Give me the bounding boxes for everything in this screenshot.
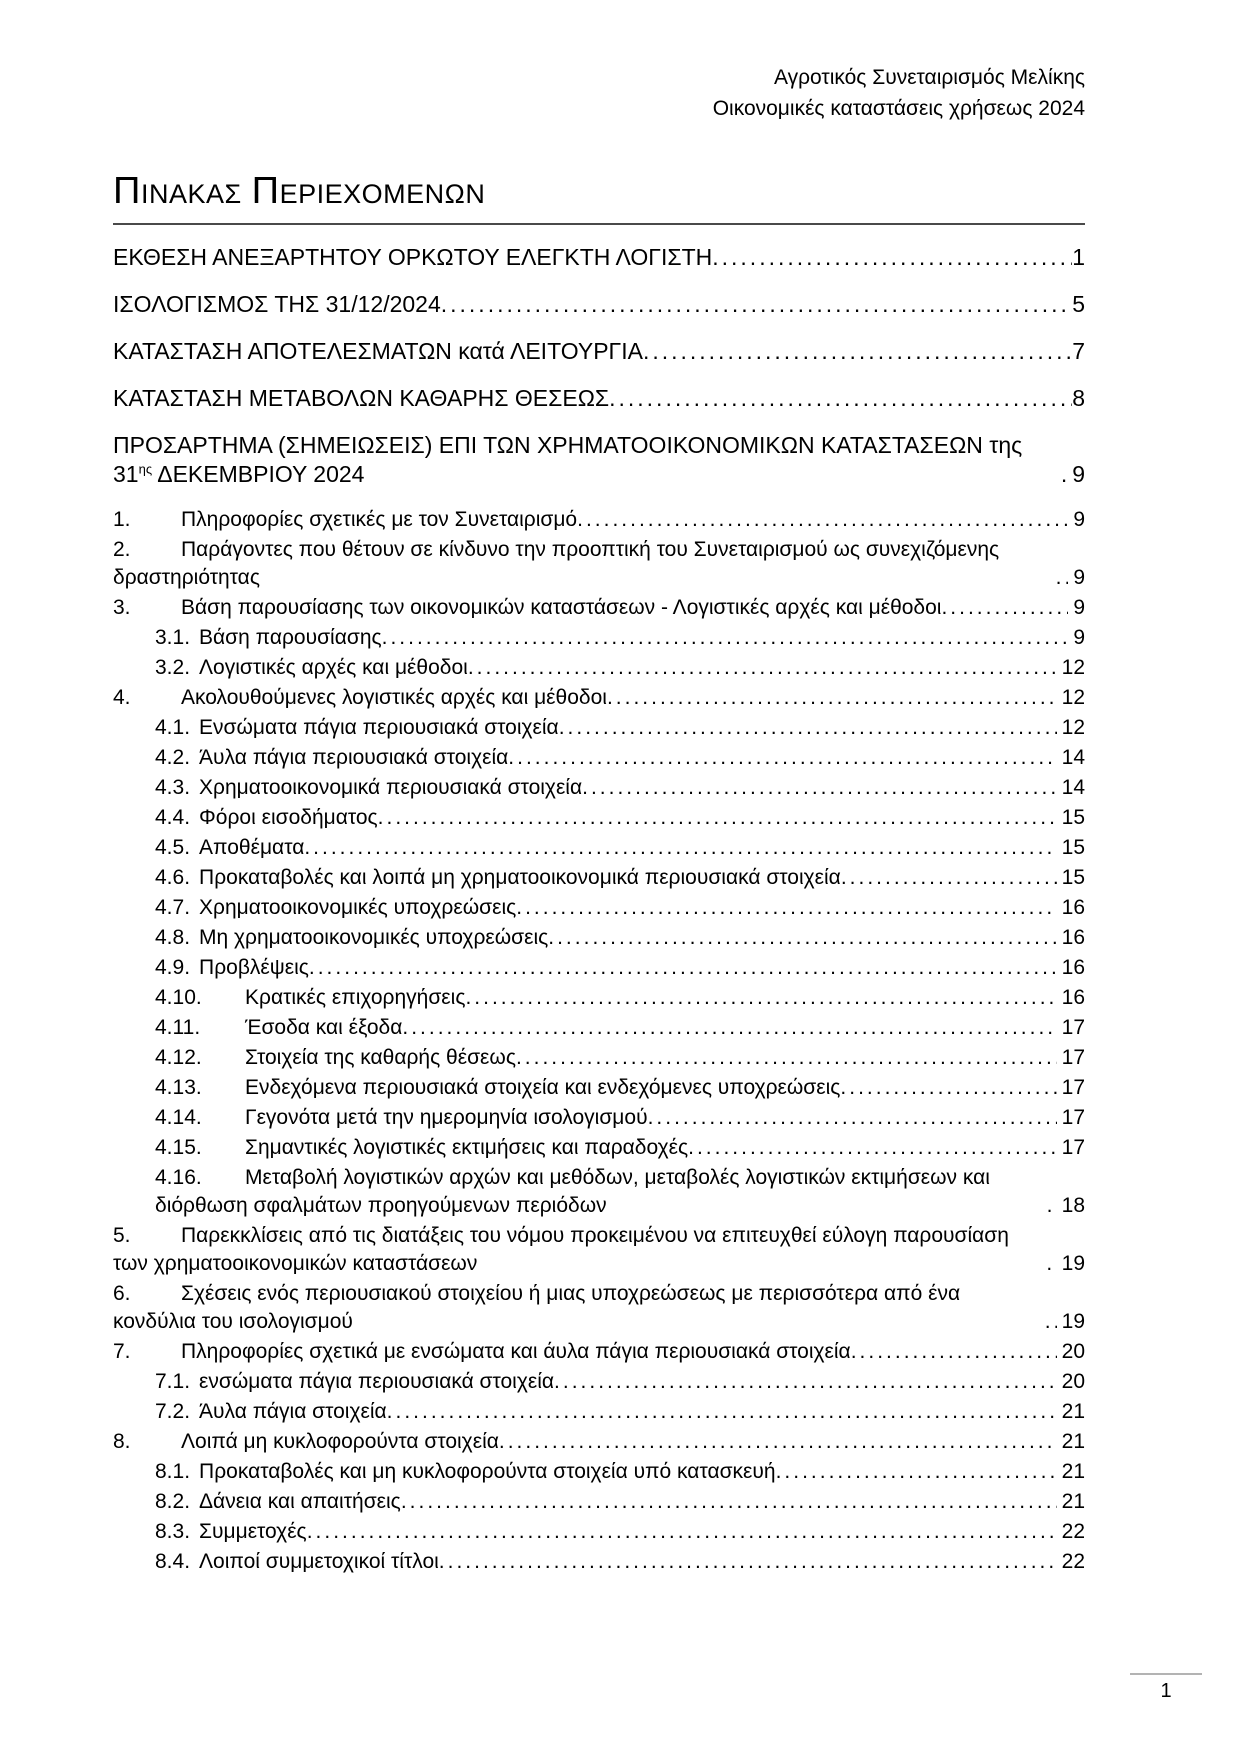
toc-entry[interactable]	[113, 894, 1085, 922]
toc-entry-text: Προκαταβολές και λοιπά μη χρηματοοικονομικά περιουσιακά στοιχεία	[199, 866, 841, 889]
toc-entry-text: Μεταβολή λογιστικών αρχών και μεθόδων, μεταβολές λογιστικών εκτιμήσεων και διόρθωση σφαλμάτων προηγούμενων περιόδων	[155, 1166, 990, 1217]
toc-leader-dots	[387, 1398, 1057, 1426]
toc-entry[interactable]	[113, 1044, 1085, 1072]
toc-entry-number: 1.	[113, 508, 131, 531]
toc-entry-text: Χρηματοοικονομικές υποχρεώσεις	[199, 896, 517, 919]
toc-entry-page: 17	[1061, 1016, 1085, 1039]
header-org-name: Αγροτικός Συνεταιρισμός Μελίκης	[773, 66, 1085, 89]
toc-entry-page: 17	[1061, 1136, 1085, 1159]
toc-entry[interactable]	[113, 924, 1085, 952]
toc-leader-dots	[643, 337, 1072, 366]
toc-entry-label	[155, 1488, 401, 1516]
toc-entry-label	[155, 1398, 387, 1426]
toc-entry-text: Χρηματοοικονομικά περιουσιακά στοιχεία	[199, 776, 583, 799]
toc-leader-dots	[548, 924, 1056, 952]
toc-entry-label	[113, 684, 607, 712]
toc-entry-label	[155, 1164, 1047, 1220]
toc-entry-page: 21	[1061, 1490, 1085, 1513]
toc-entry-number: 7.1.	[155, 1370, 191, 1393]
toc-entry-page: 22	[1061, 1550, 1085, 1573]
toc-entry-page: 9	[1073, 566, 1085, 589]
toc-entry-label	[155, 834, 304, 862]
toc-leader-dots	[648, 1104, 1057, 1132]
toc-entry-page: 22	[1061, 1520, 1085, 1543]
toc-entry-text: Ακολουθούμενες λογιστικές αρχές και μέθοδοι	[181, 686, 607, 709]
toc-entry-text: Προκαταβολές και μη κυκλοφορούντα στοιχεία υπό κατασκευή	[199, 1460, 776, 1483]
toc-leader-dots	[712, 243, 1072, 272]
toc-entry-text: Γεγονότα μετά την ημερομηνία ισολογισμού	[245, 1106, 648, 1129]
toc-entry-label	[155, 804, 378, 832]
toc-entry-page: 14	[1061, 746, 1085, 769]
toc-entry-text: Έσοδα και έξοδα	[245, 1016, 403, 1039]
toc-entry-text: Λογιστικές αρχές και μέθοδοι	[199, 656, 468, 679]
toc-leader-dots	[1045, 1308, 1057, 1336]
toc-entry-page: 16	[1061, 986, 1085, 1009]
toc-entry-number: 4.6.	[155, 866, 191, 889]
toc-entry[interactable]	[113, 1074, 1085, 1102]
toc-entry-text: Παράγοντες που θέτουν σε κίνδυνο την προοπτική του Συνεταιρισμού ως συνεχιζόμενης δραστηριότητας	[113, 538, 1000, 589]
toc-entry[interactable]	[113, 1104, 1085, 1132]
toc-entry-number: 8.4.	[155, 1550, 191, 1573]
toc-entry-number: 4.16.	[155, 1166, 202, 1189]
toc-entry[interactable]	[113, 1488, 1085, 1516]
toc-entry[interactable]	[113, 594, 1085, 622]
toc-leader-dots	[441, 290, 1072, 319]
toc-entry-text: Βάση παρουσίασης των οικονομικών καταστάσεων - Λογιστικές αρχές και μέθοδοι	[181, 596, 942, 619]
toc-entry-label	[113, 506, 577, 534]
toc-entry-label	[155, 894, 516, 922]
toc-entry-page: 16	[1061, 956, 1085, 979]
toc-entry-page: 14	[1061, 776, 1085, 799]
toc-entry-text: Σχέσεις ενός περιουσιακού στοιχείου ή μιας υποχρεώσεως με περισσότερα από ένα κονδύλια του ισολογισμού	[113, 1282, 961, 1333]
toc-entry-label	[155, 1518, 307, 1546]
toc-entry-page: 12	[1061, 656, 1085, 679]
toc-entry[interactable]	[113, 864, 1085, 892]
toc-entry-label	[113, 1428, 499, 1456]
toc-entry-page: 15	[1061, 836, 1085, 859]
toc-entry[interactable]	[113, 1222, 1085, 1278]
toc-entry-label	[155, 714, 559, 742]
toc-leader-dots	[465, 984, 1056, 1012]
toc-entry-number: 4.1.	[155, 716, 191, 739]
toc-entry[interactable]	[113, 834, 1085, 862]
toc-entry-label	[113, 431, 1061, 489]
toc-entry[interactable]	[113, 1014, 1085, 1042]
toc-entry-number: 3.2.	[155, 656, 191, 679]
toc-entry[interactable]	[113, 954, 1085, 982]
toc-entry-text: Φόροι εισοδήματος	[199, 806, 378, 829]
table-of-contents	[113, 243, 1085, 1576]
toc-entry[interactable]	[113, 654, 1085, 682]
toc-entry-text: Λοιπά μη κυκλοφορούντα στοιχεία	[181, 1430, 499, 1453]
toc-entry-page: 15	[1061, 806, 1085, 829]
toc-entry-page: 19	[1061, 1252, 1085, 1275]
toc-entry-page: 21	[1061, 1460, 1085, 1483]
toc-entry-number: 7.	[113, 1340, 131, 1363]
toc-entry-page: 20	[1061, 1340, 1085, 1363]
toc-leader-dots	[499, 1428, 1057, 1456]
toc-entry-text: Μη χρηματοοικονομικές υποχρεώσεις	[199, 926, 549, 949]
toc-entry-number: 4.2.	[155, 746, 191, 769]
toc-entry-text: ΙΣΟΛΟΓΙΣΜΟΣ ΤΗΣ 31/12/2024	[113, 291, 441, 317]
toc-leader-dots	[776, 1458, 1057, 1486]
toc-leader-dots	[516, 894, 1056, 922]
toc-leader-dots	[382, 624, 1069, 652]
toc-entry-text: Πληροφορίες σχετικά με ενσώματα και άυλα πάγια περιουσιακά στοιχεία	[181, 1340, 851, 1363]
toc-entry-label	[155, 1134, 688, 1162]
toc-leader-dots	[307, 1518, 1057, 1546]
toc-leader-dots	[851, 1338, 1057, 1366]
toc-entry[interactable]	[113, 384, 1085, 413]
toc-entry[interactable]	[113, 506, 1085, 534]
toc-entry-text: Παρεκκλίσεις από τις διατάξεις του νόμου προκειμένου να επιτευχθεί εύλογη παρουσίαση των χρηματοοικονομικών καταστάσεων	[113, 1224, 1009, 1275]
toc-entry-text: ΕΚΘΕΣΗ ΑΝΕΞΑΡΤΗΤΟΥ ΟΡΚΩΤΟΥ ΕΛΕΓΚΤΗ ΛΟΓΙΣΤΗ	[113, 244, 713, 270]
toc-entry-page: 7	[1072, 338, 1085, 364]
toc-entry-page: 8	[1072, 385, 1085, 411]
toc-entry-number: 4.10.	[155, 986, 202, 1009]
toc-entry[interactable]	[113, 536, 1085, 592]
toc-leader-dots	[516, 1044, 1057, 1072]
toc-entry-number: 5.	[113, 1224, 131, 1247]
toc-leader-dots	[688, 1134, 1057, 1162]
toc-entry[interactable]	[113, 431, 1085, 489]
toc-entry-label	[113, 594, 941, 622]
title-underline	[113, 223, 1085, 225]
toc-entry-number: 4.15.	[155, 1136, 202, 1159]
toc-leader-dots	[439, 1548, 1057, 1576]
toc-leader-dots	[304, 834, 1056, 862]
toc-leader-dots	[508, 744, 1056, 772]
toc-entry-number: 4.8.	[155, 926, 191, 949]
toc-entry-page: 5	[1072, 291, 1085, 317]
toc-entry-number: 4.5.	[155, 836, 191, 859]
toc-entry-page: 16	[1061, 896, 1085, 919]
toc-entry-label	[113, 337, 643, 366]
toc-entry-text: Δάνεια και απαιτήσεις	[199, 1490, 401, 1513]
toc-leader-dots	[559, 714, 1057, 742]
toc-entry-page: 20	[1061, 1370, 1085, 1393]
toc-leader-dots	[378, 804, 1057, 832]
toc-entry-text: Ενσώματα πάγια περιουσιακά στοιχεία	[199, 716, 559, 739]
toc-entry-text: ΠΡΟΣΑΡΤΗΜΑ (ΣΗΜΕΙΩΣΕΙΣ) ΕΠΙ ΤΩΝ ΧΡΗΜΑΤΟΟΙΚΟΝΟΜΙΚΩΝ ΚΑΤΑΣΤΑΣΕΩΝ της $31^{\eta\varsigma}$ ΔΕΚΕΜΒΡΙΟΥ 2024	[113, 432, 1023, 487]
toc-entry-number: 8.	[113, 1430, 131, 1453]
toc-entry-label	[113, 1280, 1045, 1336]
toc-entry-label	[155, 984, 465, 1012]
toc-entry[interactable]	[113, 1280, 1085, 1336]
page-footer	[1130, 1673, 1202, 1703]
toc-entry-label	[113, 290, 441, 319]
toc-entry-label	[155, 864, 841, 892]
toc-entry-page: 19	[1061, 1310, 1085, 1333]
toc-entry[interactable]	[113, 290, 1085, 319]
toc-leader-dots	[1056, 564, 1069, 592]
toc-leader-dots	[401, 1488, 1057, 1516]
toc-leader-dots	[402, 1014, 1056, 1042]
toc-leader-dots	[554, 1368, 1057, 1396]
toc-entry[interactable]	[113, 1428, 1085, 1456]
toc-entry[interactable]	[113, 337, 1085, 366]
toc-entry-label	[155, 1458, 776, 1486]
toc-entry[interactable]	[113, 804, 1085, 832]
toc-entry-number: 6.	[113, 1282, 131, 1305]
toc-entry-page: 9	[1072, 461, 1085, 487]
toc-entry-page: 12	[1061, 686, 1085, 709]
toc-entry[interactable]	[113, 984, 1085, 1012]
header-doc-subtitle: Οικονομικές καταστάσεις χρήσεως 2024	[712, 97, 1085, 120]
toc-entry-label	[155, 744, 508, 772]
toc-entry-text: Πληροφορίες σχετικές με τον Συνεταιρισμό	[181, 508, 578, 531]
toc-leader-dots	[582, 774, 1057, 802]
toc-entry-page: 9	[1073, 596, 1085, 619]
toc-entry-page: 21	[1061, 1430, 1085, 1453]
toc-entry-label	[155, 1548, 439, 1576]
toc-entry-label	[113, 1222, 1046, 1278]
toc-entry-text: Άυλα πάγια περιουσιακά στοιχεία	[199, 746, 509, 769]
toc-leader-dots	[609, 384, 1072, 413]
toc-entry-page: 12	[1061, 716, 1085, 739]
toc-entry[interactable]	[113, 1338, 1085, 1366]
toc-entry-text: Αποθέματα	[199, 836, 305, 859]
toc-entry-label	[155, 1044, 516, 1072]
toc-entry-number: 4.12.	[155, 1046, 202, 1069]
toc-title: ΠΙΝΑΚΑΣ ΠΕΡΙΕΧΟΜΕΝΩΝ	[113, 170, 486, 212]
toc-entry-text: Λοιποί συμμετοχικοί τίτλοι	[199, 1550, 439, 1573]
toc-entry[interactable]	[113, 1458, 1085, 1486]
toc-leader-dots	[1047, 1192, 1057, 1220]
toc-entry-number: 4.13.	[155, 1076, 202, 1099]
toc-entry-label	[155, 1104, 648, 1132]
toc-entry-label	[155, 1074, 840, 1102]
toc-entry-number: 3.	[113, 596, 131, 619]
toc-entry-text: Βάση παρουσίασης	[199, 626, 382, 649]
toc-entry[interactable]	[113, 624, 1085, 652]
toc-entry-label	[113, 384, 609, 413]
toc-entry[interactable]	[113, 1368, 1085, 1396]
toc-leader-dots	[1046, 1250, 1056, 1278]
toc-entry-label	[155, 1014, 402, 1042]
toc-entry[interactable]	[113, 243, 1085, 272]
toc-entry-number: 7.2.	[155, 1400, 191, 1423]
toc-entry-number: 4.	[113, 686, 131, 709]
toc-entry-label	[155, 924, 548, 952]
toc-entry[interactable]	[113, 714, 1085, 742]
toc-entry[interactable]	[113, 684, 1085, 712]
toc-entry-page: 17	[1061, 1106, 1085, 1129]
toc-leader-dots	[577, 506, 1068, 534]
toc-entry-page: 15	[1061, 866, 1085, 889]
toc-entry[interactable]	[113, 1134, 1085, 1162]
toc-entry-page: 21	[1061, 1400, 1085, 1423]
toc-entry-text: Ενδεχόμενα περιουσιακά στοιχεία και ενδεχόμενες υποχρεώσεις	[245, 1076, 841, 1099]
toc-entry-text: Άυλα πάγια στοιχεία	[199, 1400, 387, 1423]
toc-entry-label	[113, 1338, 851, 1366]
toc-entry-page: 1	[1072, 244, 1085, 270]
toc-entry-text: Συμμετοχές	[199, 1520, 307, 1543]
toc-entry-number: 4.11.	[155, 1016, 201, 1039]
toc-leader-dots	[607, 684, 1057, 712]
toc-entry-page: 9	[1073, 626, 1085, 649]
toc-leader-dots	[468, 654, 1057, 682]
toc-entry-text: ΚΑΤΑΣΤΑΣΗ ΜΕΤΑΒΟΛΩΝ ΚΑΘΑΡΗΣ ΘΕΣΕΩΣ	[113, 385, 610, 411]
toc-entry-page: 9	[1073, 508, 1085, 531]
toc-entry-label	[155, 654, 468, 682]
toc-entry-label	[155, 774, 582, 802]
toc-entry-number: 4.4.	[155, 806, 191, 829]
toc-entry-number: 8.1.	[155, 1460, 191, 1483]
toc-entry-number: 4.7.	[155, 896, 191, 919]
toc-entry-label	[155, 954, 309, 982]
toc-entry-number: 2.	[113, 538, 131, 561]
toc-entry-page: 17	[1061, 1076, 1085, 1099]
toc-entry-page: 17	[1061, 1046, 1085, 1069]
toc-entry-text: Κρατικές επιχορηγήσεις	[245, 986, 466, 1009]
toc-leader-dots	[840, 1074, 1056, 1102]
toc-entry-number: 4.3.	[155, 776, 191, 799]
document-header	[113, 0, 1085, 124]
toc-entry-number: 4.9.	[155, 956, 191, 979]
toc-entry-number: 8.3.	[155, 1520, 191, 1543]
page-number: 1	[1160, 1680, 1172, 1702]
toc-entry-text: Προβλέψεις	[199, 956, 309, 979]
toc-entry-text: ενσώματα πάγια περιουσιακά στοιχεία	[199, 1370, 555, 1393]
toc-leader-dots	[309, 954, 1057, 982]
toc-leader-dots	[841, 864, 1057, 892]
toc-entry-text: Σημαντικές λογιστικές εκτιμήσεις και παραδοχές	[245, 1136, 689, 1159]
toc-entry[interactable]	[113, 1548, 1085, 1576]
toc-entry-label	[155, 1368, 554, 1396]
toc-entry[interactable]	[113, 1164, 1085, 1220]
toc-entry-number: 8.2.	[155, 1490, 191, 1513]
toc-entry-number: 3.1.	[155, 626, 191, 649]
toc-entry[interactable]	[113, 1518, 1085, 1546]
toc-leader-dots	[1061, 460, 1072, 489]
toc-entry-page: 18	[1061, 1194, 1085, 1217]
toc-entry-text: ΚΑΤΑΣΤΑΣΗ ΑΠΟΤΕΛΕΣΜΑΤΩΝ κατά ΛΕΙΤΟΥΡΓΙΑ	[113, 338, 643, 364]
toc-entry-text: Στοιχεία της καθαρής θέσεως	[245, 1046, 516, 1069]
toc-entry[interactable]	[113, 744, 1085, 772]
toc-entry-number: 4.14.	[155, 1106, 202, 1129]
toc-entry-label	[113, 536, 1056, 592]
toc-entry-label	[113, 243, 712, 272]
toc-entry[interactable]	[113, 1398, 1085, 1426]
toc-entry-page: 16	[1061, 926, 1085, 949]
toc-entry-label	[155, 624, 382, 652]
toc-leader-dots	[941, 594, 1068, 622]
toc-entry[interactable]	[113, 774, 1085, 802]
